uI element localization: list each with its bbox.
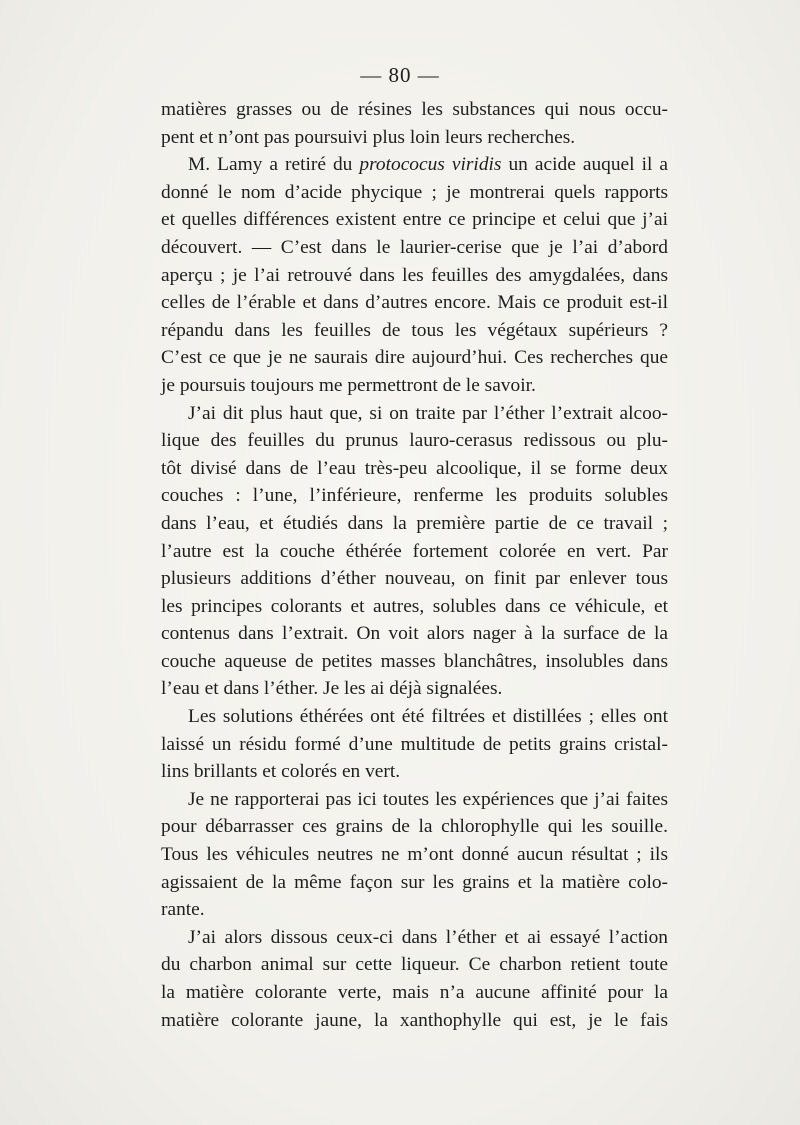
text-line: je poursuis toujours me permettront de le savoir. <box>161 374 536 396</box>
species-name: protococus viridis <box>359 154 502 176</box>
text-line: et quelles différences existent entre ce principe et celui que j’ai <box>161 209 668 231</box>
text-line: matière colorante jaune, la xanthophylle qui est, je le fais <box>161 1009 668 1031</box>
text-line: lique des feuilles du prunus lauro-cerasus redissous ou plu- <box>161 430 668 452</box>
text-line: M. Lamy a retiré du protococus viridis un acide auquel il a <box>188 154 668 176</box>
text-line: l’autre est la couche éthérée fortement colorée en vert. Par <box>161 540 668 562</box>
text-line: la matière colorante verte, mais n’a aucune affinité pour la <box>161 982 668 1003</box>
page-number: — 80 — <box>360 63 440 87</box>
text-line: Tous les véhicules neutres ne m’ont donné aucun résultat ; ils <box>161 844 668 866</box>
text-line: tôt divisé dans de l’eau très-peu alcoolique, il se forme deux <box>161 457 668 479</box>
text-line: couches : l’une, l’inférieure, renferme les produits solubles <box>161 485 668 507</box>
paragraph <box>161 400 668 704</box>
text-line: agissaient de la même façon sur les grains et la matière colo- <box>161 871 668 893</box>
text-line: lins brillants et colorés en vert. <box>161 761 401 783</box>
text-line: J’ai alors dissous ceux-ci dans l’éther et ai essayé l’action <box>188 926 668 948</box>
text-line: l’eau et dans l’éther. Je les ai déjà signalées. <box>161 678 503 700</box>
text-line: dans l’eau, et étudiés dans la première partie de ce travail ; <box>161 512 668 534</box>
text-line: les principes colorants et autres, solubles dans ce véhicule, et <box>161 595 668 617</box>
text-line: pour débarrasser ces grains de la chlorophylle qui les souille. <box>161 816 668 838</box>
body-text <box>161 96 668 1034</box>
paragraph <box>161 703 668 786</box>
text-line: contenus dans l’extrait. On voit alors nager à la surface de la <box>161 623 668 645</box>
text-line: Je ne rapporterai pas ici toutes les expériences que j’ai faites <box>188 788 668 810</box>
text-line: Les solutions éthérées ont été filtrées et distillées ; elles ont <box>188 706 668 728</box>
text-line: du charbon animal sur cette liqueur. Ce charbon retient toute <box>161 954 668 976</box>
paragraph <box>161 924 668 1034</box>
text-line: C’est ce que je ne saurais dire aujourd’hui. Ces recherches que <box>161 347 668 369</box>
text-line: plusieurs additions d’éther nouveau, on finit par enlever tous <box>161 568 668 590</box>
paragraph <box>161 786 668 924</box>
text-line: découvert. — C’est dans le laurier-cerise que je l’ai d’abord <box>161 236 668 258</box>
paragraph <box>161 96 668 151</box>
paragraph <box>161 151 668 399</box>
text-line: répandu dans les feuilles de tous les végétaux supérieurs ? <box>161 319 668 341</box>
text-line: rante. <box>161 899 205 921</box>
text-line: J’ai dit plus haut que, si on traite par l’éther l’extrait alcoo- <box>188 402 668 424</box>
text-line: couche aqueuse de petites masses blanchâtres, insolubles dans <box>161 650 668 672</box>
text-line: pent et n’ont pas poursuivi plus loin leurs recherches. <box>161 126 576 148</box>
text-line: aperçu ; je l’ai retrouvé dans les feuilles des amygdalées, dans <box>161 264 668 286</box>
text-line: donné le nom d’acide phycique ; je montrerai quels rapports <box>161 181 668 203</box>
text-line: celles de l’érable et dans d’autres encore. Mais ce produit est-il <box>161 292 668 314</box>
text-line: laissé un résidu formé d’une multitude de petits grains cristal- <box>161 733 668 755</box>
text-line: matières grasses ou de résines les substances qui nous occu- <box>161 99 668 120</box>
